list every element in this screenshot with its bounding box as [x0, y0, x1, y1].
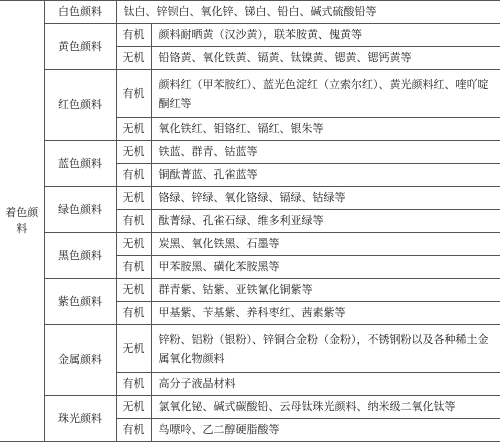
- pigment-type-cell: 有机: [116, 419, 151, 442]
- pigment-examples-cell: 铁蓝、群青、钴蓝等: [151, 141, 500, 164]
- pigment-type-cell: 无机: [116, 118, 151, 141]
- table-row: [0, 1, 500, 24]
- pigment-examples-cell: 炭黑、氧化铁黑、石墨等: [151, 233, 500, 256]
- table-row: [0, 396, 500, 419]
- pigment-color-cell: 黑色颜料: [44, 233, 116, 279]
- pigment-color-cell: 珠光颜料: [44, 396, 116, 442]
- table-row: [0, 279, 500, 302]
- pigment-color-cell: 黄色颜料: [44, 24, 116, 70]
- pigment-color-cell: 白色颜料: [44, 1, 116, 24]
- table-row: [0, 141, 500, 164]
- table-row: [0, 233, 500, 256]
- pigment-type-cell: 无机: [116, 233, 151, 256]
- pigment-examples-cell: 铅铬黄、氧化铁黄、镉黄、钛镍黄、锶黄、锶钙黄等: [151, 47, 500, 70]
- table-row: [0, 24, 500, 47]
- pigment-type-cell: 无机: [116, 141, 151, 164]
- pigment-type-cell: 有机: [116, 70, 151, 118]
- pigment-examples-cell: 颜料耐晒黄（汉沙黄），联苯胺黄、傀黄等: [151, 24, 500, 47]
- pigment-type-cell: 有机: [116, 256, 151, 279]
- pigment-type-cell: 有机: [116, 164, 151, 187]
- pigment-color-cell: 紫色颜料: [44, 279, 116, 325]
- pigment-color-cell: 蓝色颜料: [44, 141, 116, 187]
- pigment-type-cell: 有机: [116, 302, 151, 325]
- pigment-examples-cell: 钛白、锌钡白、氧化锌、锑白、铅白、碱式硫酸铅等: [116, 1, 500, 24]
- pigment-examples-cell: 酞菁绿、孔雀石绿、维多利亚绿等: [151, 210, 500, 233]
- pigment-type-cell: 有机: [116, 373, 151, 396]
- pigment-type-cell: 无机: [116, 187, 151, 210]
- pigment-examples-cell: 甲基紫、苄基紫、养科枣红、茜素紫等: [151, 302, 500, 325]
- pigment-examples-cell: 甲苯胺黑、磺化苯胺黑等: [151, 256, 500, 279]
- pigment-examples-cell: 鸟嘌呤、乙二醇硬脂酸等: [151, 419, 500, 442]
- pigment-examples-cell: 铬绿、锌绿、氧化铬绿、镉绿、钴绿等: [151, 187, 500, 210]
- pigment-examples-cell: 群青紫、钴紫、亚铁氰化铜紫等: [151, 279, 500, 302]
- pigment-examples-cell: 铜酞菁蓝、孔雀蓝等: [151, 164, 500, 187]
- pigment-examples-cell: 氧化铁红、钼铬红、镉红、银朱等: [151, 118, 500, 141]
- pigment-color-cell: 金属颜料: [44, 325, 116, 396]
- pigment-type-cell: 有机: [116, 210, 151, 233]
- pigment-examples-cell: 高分子液晶材料: [151, 373, 500, 396]
- category-group-cell: 着色颜料: [0, 1, 44, 442]
- pigment-type-cell: 无机: [116, 396, 151, 419]
- pigment-type-cell: 无机: [116, 279, 151, 302]
- table-row: [0, 187, 500, 210]
- pigment-type-cell: 无机: [116, 47, 151, 70]
- pigment-examples-cell: 锌粉、铝粉（银粉）、锌铜合金粉（金粉），不锈钢粉以及各种稀土金属氧化物颜料: [151, 325, 500, 373]
- pigment-examples-cell: 颜料红（甲苯胺红）、蓝光色淀红（立索尔红）、黄光颜料红、喹吖啶酮红等: [151, 70, 500, 118]
- table-row: [0, 325, 500, 373]
- table-row: [0, 70, 500, 118]
- pigment-color-cell: 绿色颜料: [44, 187, 116, 233]
- pigment-color-cell: 红色颜料: [44, 70, 116, 141]
- pigment-examples-cell: 氯氧化铋、碱式碳酸铅、云母钛珠光颜料、纳米级二氧化钛等: [151, 396, 500, 419]
- pigment-type-cell: 无机: [116, 325, 151, 373]
- pigment-type-cell: 有机: [116, 24, 151, 47]
